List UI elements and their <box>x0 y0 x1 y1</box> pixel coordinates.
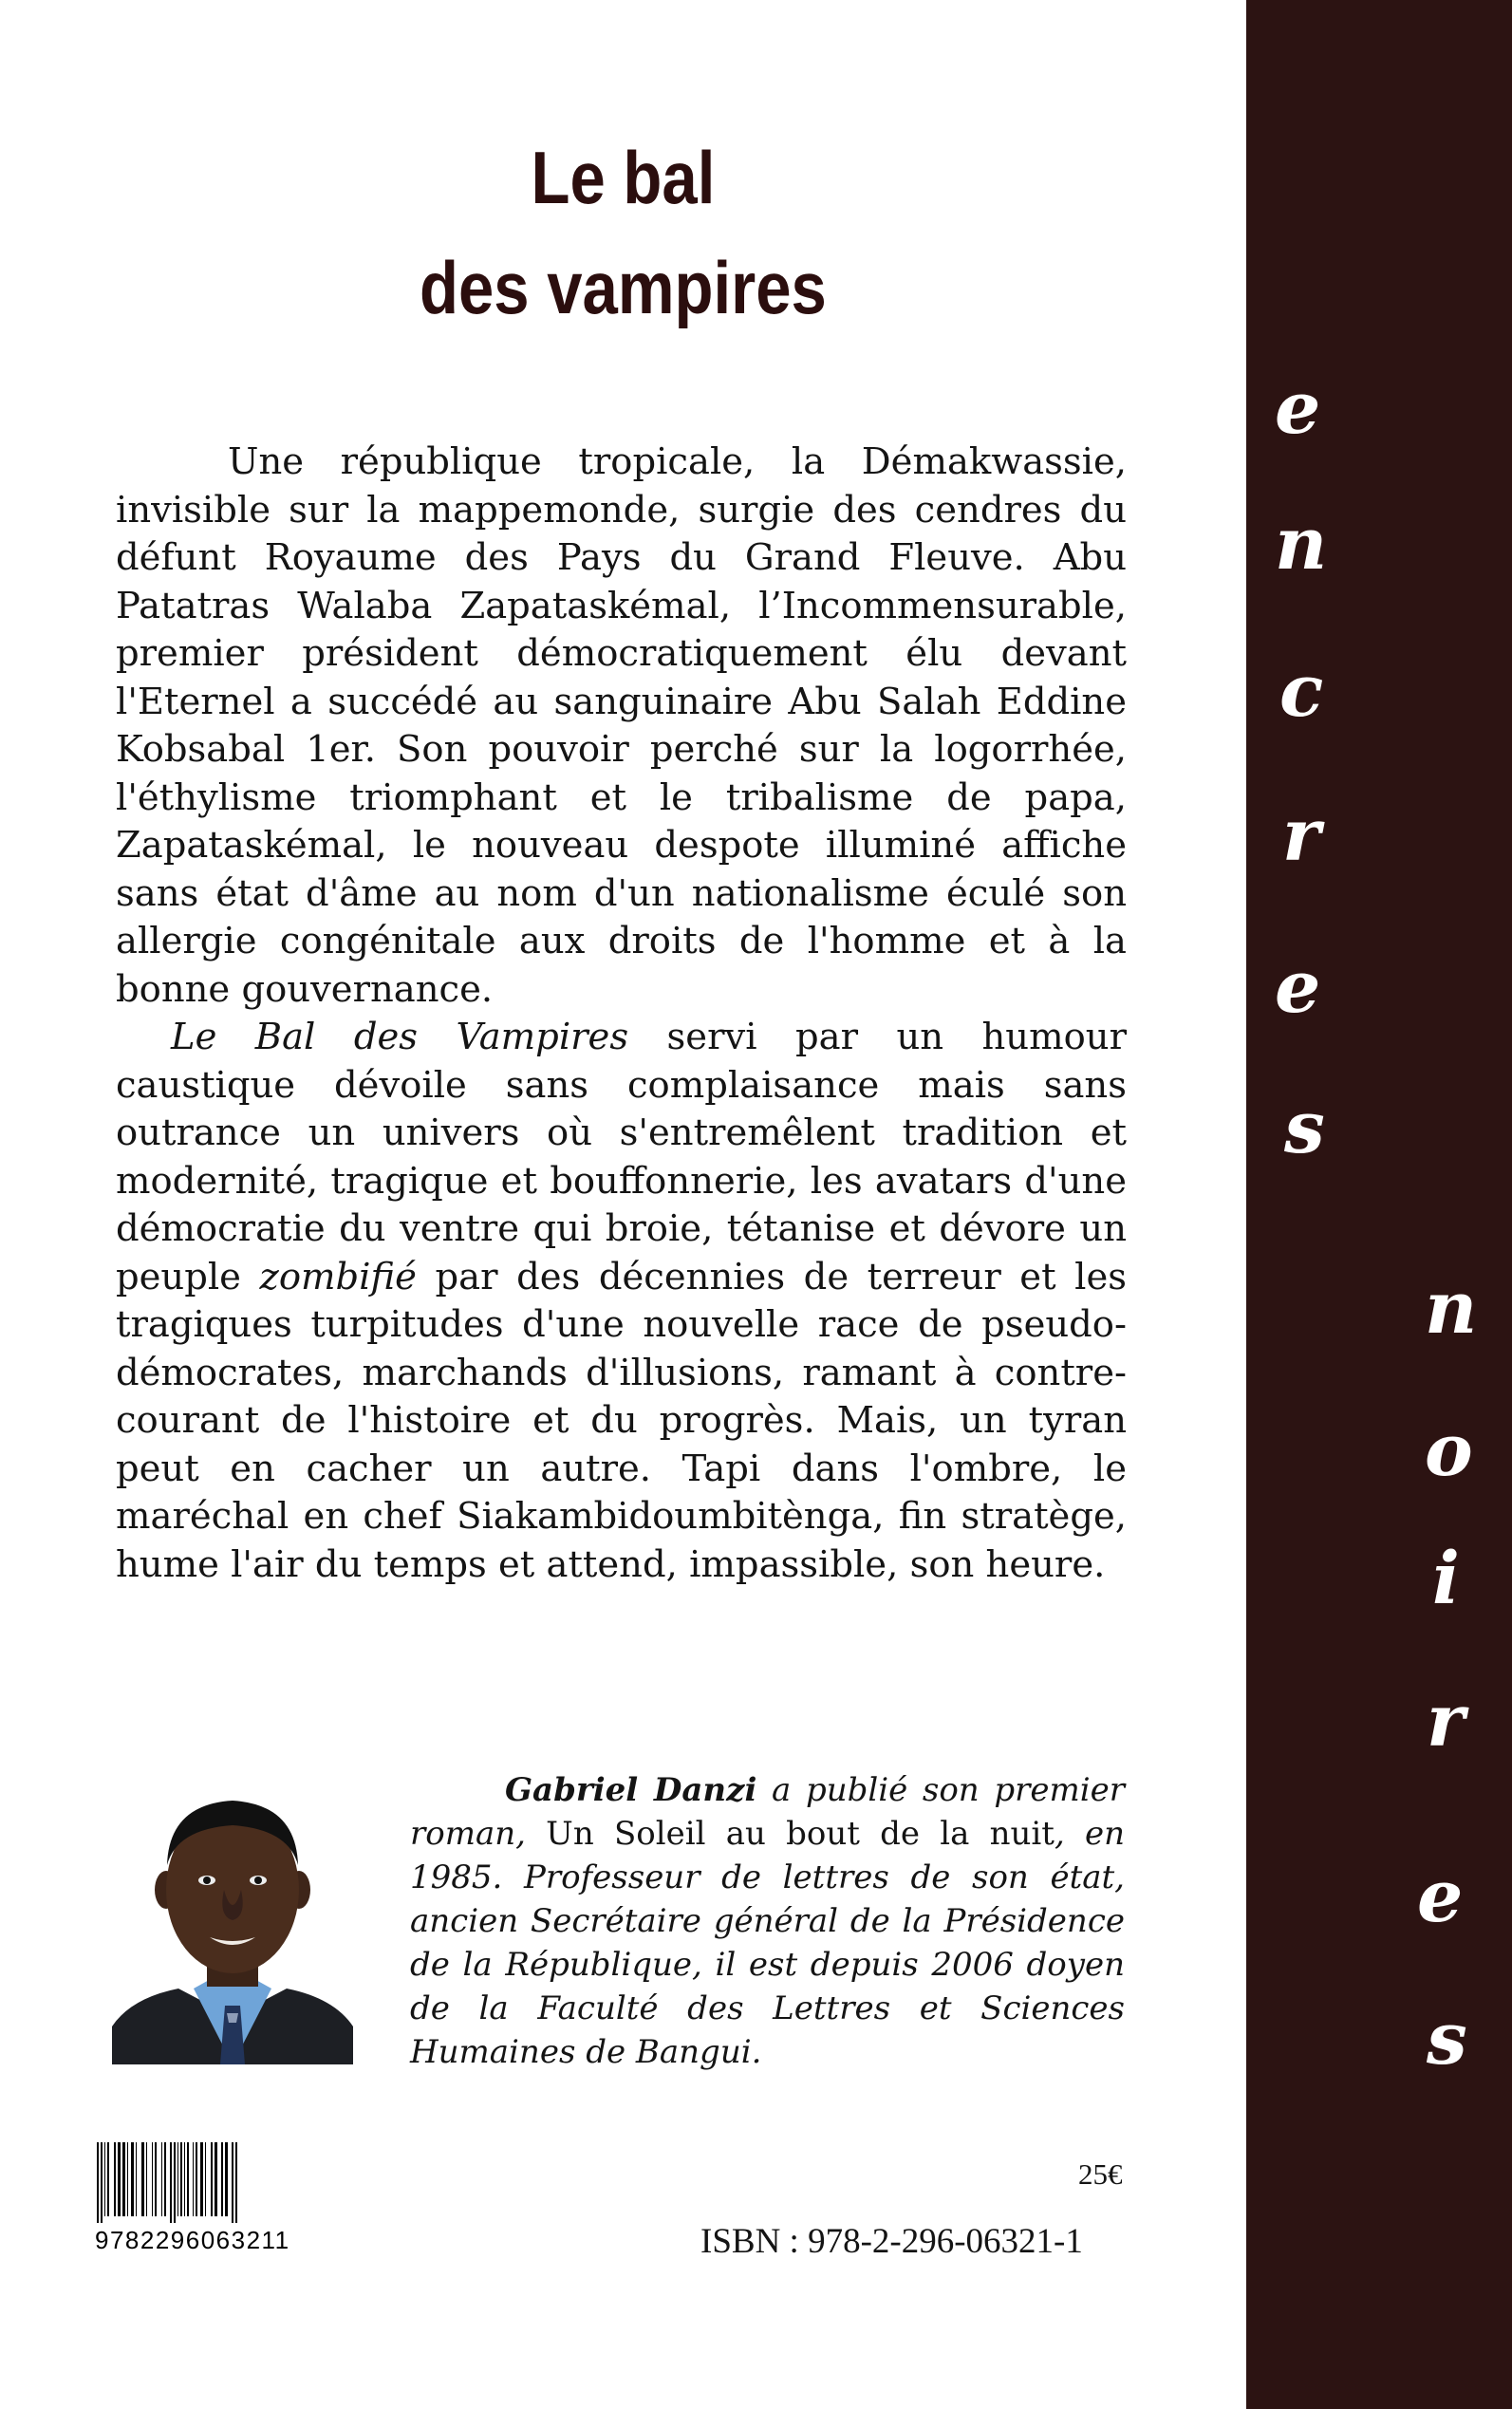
barcode-bar <box>177 2142 178 2216</box>
blurb-paragraph-2 <box>116 1014 1127 1589</box>
barcode-bar <box>104 2142 105 2216</box>
barcode-bar <box>161 2142 162 2216</box>
series-letter: e <box>1275 365 1321 450</box>
author-bio <box>410 1768 1125 2074</box>
series-letter: r <box>1427 1678 1465 1763</box>
barcode-bar <box>170 2142 172 2223</box>
blurb-paragraph-1: Une république tropicale, la Démakwassie, invisible sur la mappemonde, surgie des cendres du défunt Royaume des Pays du Grand Fleuve. Abu Patatras Walaba Zapataskémal, l’Incommensurable, premier président démocratiquement élu devant l'Eternel a succédé au sanguinaire Abu Salah Eddine Kobsabal 1er. Son pouvoir perché sur la logorrhée, l'éthylisme triomphant et le tribalisme de papa, Zapataskémal, le nouveau despote illuminé affiche sans état d'âme au nom d'un nationalisme éculé son allergie congénitale aux droits de l'homme et à la bonne gouvernance. <box>116 440 1127 1011</box>
barcode-bar <box>180 2142 182 2216</box>
author-name: Gabriel Danzi <box>505 1771 757 1809</box>
series-letter: s <box>1284 1085 1325 1169</box>
barcode-bar <box>131 2142 134 2216</box>
barcode-bar <box>221 2142 223 2216</box>
title-line-2: des vampires <box>420 246 827 329</box>
barcode-number: 9782296063211 <box>95 2226 290 2254</box>
barcode-bar <box>155 2142 157 2216</box>
price: 25€ <box>1078 2157 1123 2191</box>
barcode <box>95 2142 380 2223</box>
author-photo <box>112 1778 353 2064</box>
book-title-italic: Le Bal des Vampires <box>171 1016 629 1058</box>
series-letter: o <box>1425 1408 1473 1492</box>
barcode-bar <box>136 2142 137 2216</box>
barcode-bar <box>215 2142 217 2216</box>
barcode-bar <box>141 2142 144 2216</box>
barcode-bar <box>101 2142 103 2223</box>
barcode-bar <box>107 2142 109 2216</box>
barcode-bar <box>146 2142 147 2216</box>
series-band <box>1246 0 1512 2409</box>
isbn: ISBN : 978-2-296-06321-1 <box>700 2222 1083 2261</box>
series-letter: i <box>1432 1536 1460 1620</box>
barcode-bar <box>205 2142 206 2216</box>
barcode-bar <box>235 2142 237 2223</box>
series-letter: s <box>1427 1996 1467 2081</box>
blurb-text-b: par des décennies de terreur et les tragiques turpitudes d'une nouvelle race de pseudo-démocrates, marchands d'illusions, ramant à contre-courant de l'histoire et du progrès. Mais, un tyran peut en cacher un autre. Tapi dans l'ombre, le maréchal en chef Siakambidoumbitènga, fin stratège, hume l'air du temps et attend, impassible, son heure. <box>116 1255 1127 1586</box>
barcode-bar <box>118 2142 121 2216</box>
zombifie-italic: zombifié <box>259 1255 417 1298</box>
series-letter: e <box>1417 1854 1464 1938</box>
barcode-bar <box>174 2142 176 2223</box>
series-letter: c <box>1279 648 1324 733</box>
barcode-bar <box>187 2142 189 2216</box>
blurb-text-a: servi par un humour caustique dévoile sans complaisance mais sans outrance un univers où s'entremêlent tradition et modernité, tragique et bouffonnerie, les avatars d'une démocratie du ventre qui broie, tétanise et dévore un peuple <box>116 1016 1127 1298</box>
bio-text-b: , en 1985. Professeur de lettres de son état, ancien Secrétaire général de la Présidence de la République, il est depuis 2006 doyen de la Faculté des Lettres et Sciences Humaines de Bangui. <box>410 1815 1125 2071</box>
barcode-bar <box>193 2142 194 2216</box>
title-line-1: Le bal <box>531 136 716 219</box>
barcode-bar <box>122 2142 125 2216</box>
barcode-bar <box>211 2142 213 2216</box>
bio-text-a: a publié son premier roman, <box>410 1771 1125 1853</box>
barcode-bar <box>114 2142 116 2216</box>
series-letter: e <box>1275 944 1321 1029</box>
series-letter: n <box>1275 501 1328 586</box>
barcode-bar <box>152 2142 153 2216</box>
barcode-bar <box>232 2142 233 2223</box>
series-letter: n <box>1425 1265 1478 1350</box>
barcode-bar <box>97 2142 99 2223</box>
barcode-bar <box>184 2142 185 2216</box>
barcode-bar <box>200 2142 203 2216</box>
barcode-bar <box>127 2142 128 2216</box>
first-novel-title: Un Soleil au bout de la nuit <box>546 1815 1055 1853</box>
series-letter: r <box>1282 793 1321 877</box>
barcode-bar <box>196 2142 197 2216</box>
barcode-bar <box>164 2142 166 2216</box>
barcode-bar <box>225 2142 228 2216</box>
back-cover-blurb <box>116 439 1127 1589</box>
